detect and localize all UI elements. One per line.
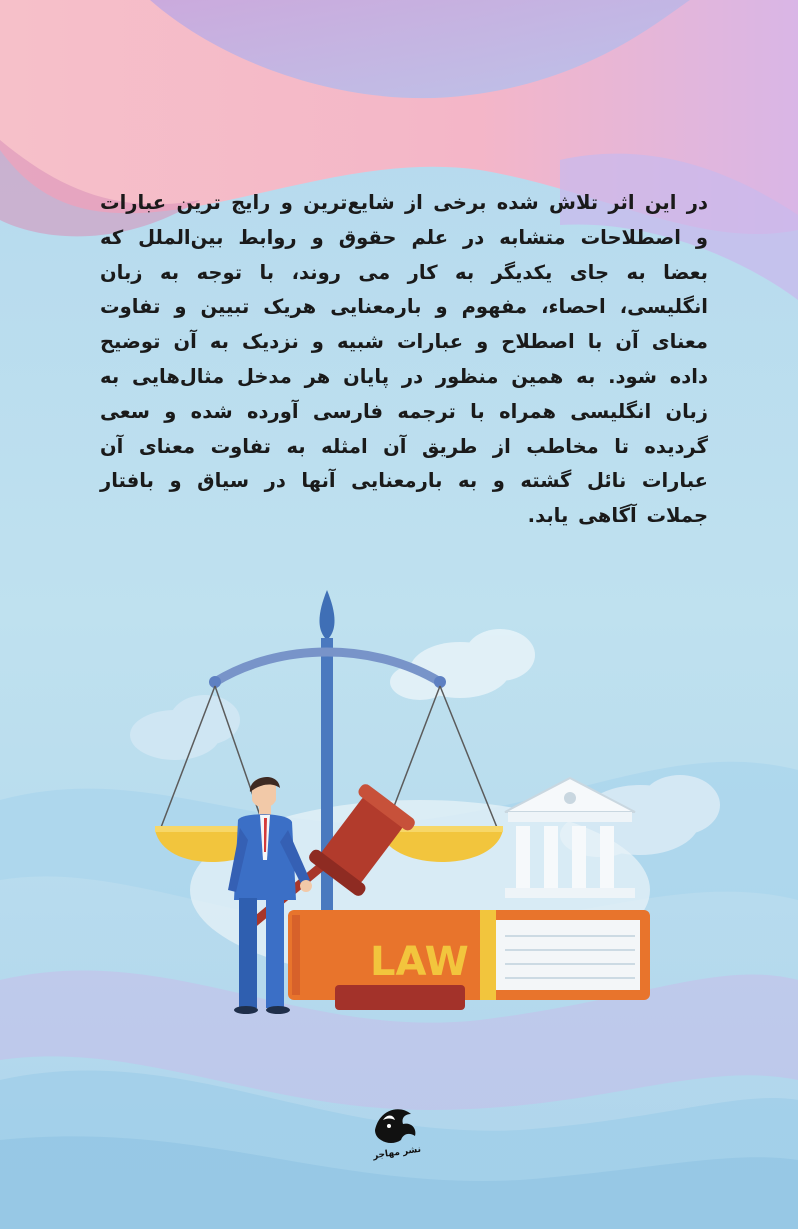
book-spine-label: LAW bbox=[370, 939, 469, 985]
publisher-name: نشر مهاجر bbox=[372, 1144, 422, 1162]
law-illustration bbox=[120, 590, 720, 1020]
cloud-icon bbox=[130, 695, 240, 760]
back-cover-description: در این اثر تلاش شده برخی از شایع‌ترین و رایج ترین عبارات و اصطلاحات متشابه در علم حقوق و روابط بین‌الملل که بعضا به جای یکدیگر به کار می روند، با توجه به زبان انگلیسی، احصاء، مفهوم و بارمعنایی هریک تبیین و تفاوت معنای آن با اصطلاح و عبارات شبیه و نزدیک به آن توضیح داده شود. به همین منظور در پایان هر مدخل مثال‌هایی به زبان انگلیسی همراه با ترجمه فارسی آورده شده و سعی گردیده تا مخاطب از طریق آن امثله به تفاوت معنای آن عبارات نائل گشته و به بارمعنایی آنها در سیاق و بافتار جملات آگاهی یابد. bbox=[100, 191, 708, 528]
law-book-icon bbox=[288, 910, 650, 1010]
